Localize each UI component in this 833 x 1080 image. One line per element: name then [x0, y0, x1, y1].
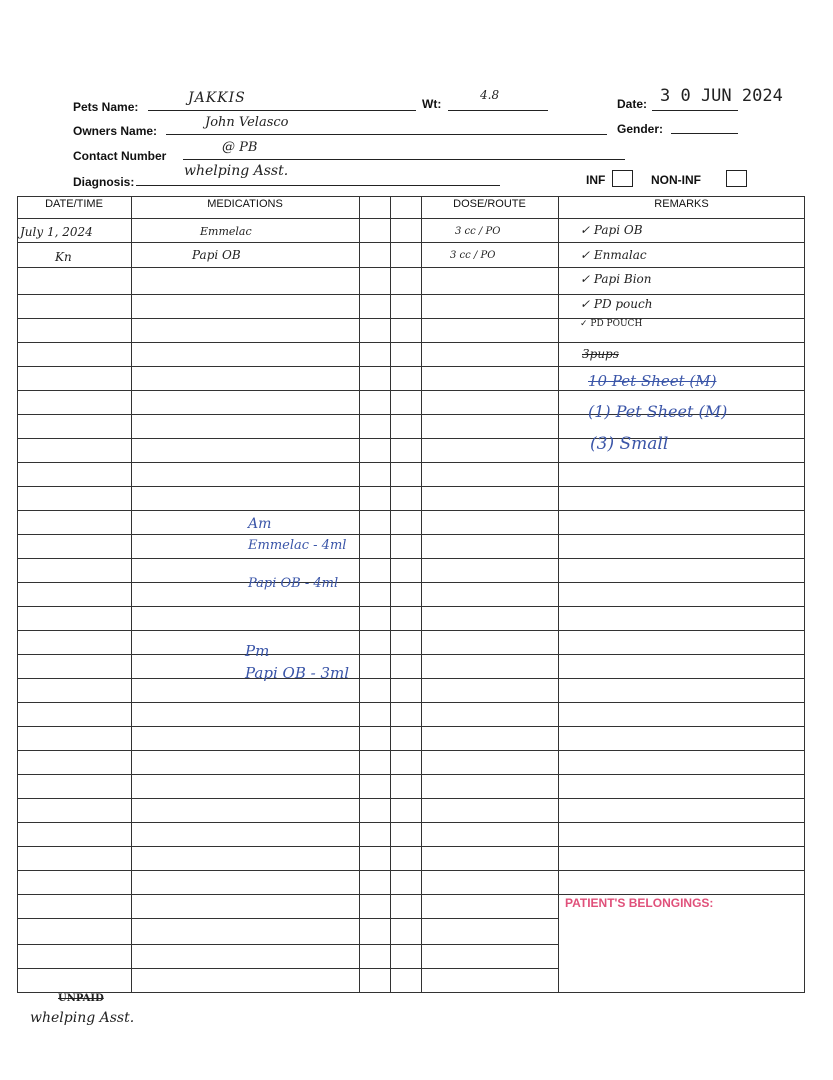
row-line: [17, 390, 805, 391]
date-label: Date:: [617, 97, 648, 111]
footer-note: whelping Asst.: [30, 1010, 135, 1026]
row-line: [17, 318, 805, 319]
remark-4[interactable]: ✓ PD pouch: [580, 297, 653, 311]
row-line: [17, 462, 805, 463]
date-line: [652, 110, 738, 111]
gender-label: Gender:: [617, 122, 664, 136]
row-line: [17, 870, 805, 871]
note-am[interactable]: Am: [248, 516, 272, 532]
row-line: [17, 582, 805, 583]
note-am-line2[interactable]: Papi OB - 4ml: [248, 576, 339, 591]
non-inf-label: NON-INF: [651, 173, 701, 187]
inf-checkbox[interactable]: [612, 170, 633, 187]
row-line: [17, 242, 805, 243]
remark-5[interactable]: ✓ PD POUCH: [580, 319, 643, 329]
row-line: [17, 510, 805, 511]
row-line: [17, 267, 805, 268]
table-border-top: [17, 196, 805, 197]
footer-unpaid: UNPAID: [58, 993, 104, 1004]
row-line: [17, 968, 558, 969]
non-inf-checkbox[interactable]: [726, 170, 747, 187]
row-line: [17, 294, 805, 295]
row-line: [17, 822, 805, 823]
row-line: [17, 558, 805, 559]
col-line: [359, 196, 360, 993]
owners-name-line: [166, 134, 607, 135]
col-line: [390, 196, 391, 993]
row-line: [17, 944, 558, 945]
wt-value[interactable]: 4.8: [480, 88, 500, 102]
remark-7[interactable]: 10 Pet Sheet (M): [588, 372, 717, 390]
col-line: [131, 196, 132, 993]
pets-name-value[interactable]: JAKKIS: [188, 90, 246, 106]
row-line: [17, 774, 805, 775]
diagnosis-line: [136, 185, 500, 186]
table-header-bottom: [17, 218, 805, 219]
pets-name-line: [148, 110, 416, 111]
row1-date[interactable]: July 1, 2024: [20, 225, 93, 239]
owners-name-value[interactable]: John Velasco: [205, 115, 289, 130]
remark-9[interactable]: (3) Small: [590, 434, 669, 454]
remark-3[interactable]: ✓ Papi Bion: [580, 272, 652, 286]
note-pm-line1[interactable]: Papi OB - 3ml: [245, 664, 350, 682]
remark-2[interactable]: ✓ Enmalac: [580, 248, 647, 262]
row-line: [17, 438, 805, 439]
note-pm[interactable]: Pm: [245, 642, 270, 660]
remark-8[interactable]: (1) Pet Sheet (M): [588, 402, 728, 421]
row-line: [17, 750, 805, 751]
row-line: [17, 486, 805, 487]
row-line: [17, 726, 805, 727]
medication-table: [17, 196, 805, 993]
table-border-left: [17, 196, 18, 993]
row-line: [17, 630, 805, 631]
header-medications: MEDICATIONS: [207, 198, 283, 210]
table-border-right: [804, 196, 805, 993]
remark-1[interactable]: ✓ Papi OB: [580, 223, 643, 237]
col-line: [558, 196, 559, 993]
header-remarks: REMARKS: [654, 198, 709, 210]
row-line: [17, 846, 805, 847]
row1-dose[interactable]: 3 cc / PO: [455, 226, 501, 237]
row-line: [17, 918, 558, 919]
diagnosis-value[interactable]: whelping Asst.: [184, 163, 289, 179]
date-value[interactable]: 3 0 JUN 2024: [660, 86, 783, 106]
patients-belongings-label: PATIENT'S BELONGINGS:: [565, 896, 714, 910]
row-line: [17, 534, 805, 535]
contact-number-value[interactable]: @ PB: [222, 140, 258, 155]
row2-date[interactable]: Kn: [55, 250, 72, 264]
header-date-time: DATE/TIME: [45, 198, 103, 210]
wt-line: [448, 110, 548, 111]
owners-name-label: Owners Name:: [73, 124, 158, 138]
gender-line: [671, 133, 738, 134]
row-line: [17, 366, 805, 367]
row-line: [17, 678, 805, 679]
table-border-bottom: [17, 992, 805, 993]
belongings-top-line: [17, 894, 805, 895]
remark-6[interactable]: 3pups: [582, 347, 619, 361]
wt-label: Wt:: [422, 97, 442, 111]
col-line: [421, 196, 422, 993]
row1-medication[interactable]: Emmelac: [200, 225, 252, 238]
inf-label: INF: [586, 173, 606, 187]
row-line: [17, 702, 805, 703]
row-line: [17, 342, 805, 343]
row2-medication[interactable]: Papi OB: [192, 248, 241, 262]
header-dose-route: DOSE/ROUTE: [453, 198, 526, 210]
row-line: [17, 798, 805, 799]
diagnosis-label: Diagnosis:: [73, 175, 135, 189]
contact-number-label: Contact Number: [73, 149, 167, 163]
contact-number-line: [183, 159, 625, 160]
pets-name-label: Pets Name:: [73, 100, 139, 114]
row-line: [17, 606, 805, 607]
note-am-line1[interactable]: Emmelac - 4ml: [248, 538, 347, 553]
row-line: [17, 654, 805, 655]
row2-dose[interactable]: 3 cc / PO: [450, 250, 496, 261]
